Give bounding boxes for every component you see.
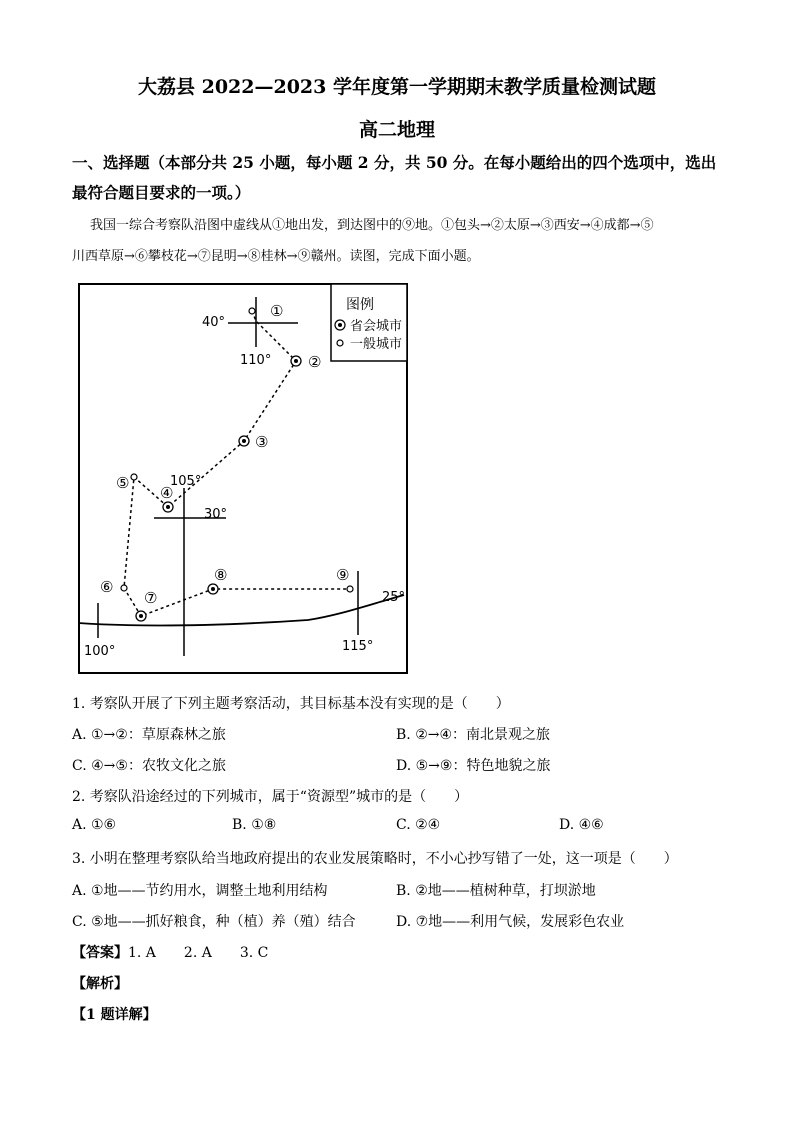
city-6 <box>121 585 127 591</box>
point-label-5: ⑤ <box>116 474 130 492</box>
point-label-2: ② <box>308 353 322 371</box>
question-3-option-c: C. ⑤地——抓好粮食，种（植）养（殖）结合 <box>72 914 356 930</box>
point-label-1: ① <box>270 302 284 320</box>
question-1-option-d: D. ⑤→⑨：特色地貌之旅 <box>396 758 551 774</box>
legend-title: 图例 <box>346 297 374 313</box>
question-3-option-b: B. ②地——植树种草，打坝淤地 <box>396 883 596 899</box>
point-label-4: ④ <box>160 484 174 502</box>
question-2-option-b: B. ①⑧ <box>232 817 277 833</box>
route-map <box>78 283 408 675</box>
city-1 <box>249 308 255 314</box>
legend-general-label: 一般城市 <box>350 337 403 352</box>
question-1-option-a: A. ①→②：草原森林之旅 <box>72 727 226 743</box>
city-4 <box>163 502 173 512</box>
answer-label: 【答案】 <box>72 945 128 961</box>
question-2-stem: 2. 考察队沿途经过的下列城市，属于“资源型”城市的是（ ） <box>72 789 469 805</box>
section-heading-line2: 最符合题目要求的一项。） <box>72 183 251 202</box>
label-lat-25: 25° <box>382 590 406 605</box>
point-label-8: ⑧ <box>214 566 228 584</box>
point-label-7: ⑦ <box>144 589 158 607</box>
legend-provincial-label: 省会城市 <box>350 319 403 334</box>
point-label-3: ③ <box>255 433 269 451</box>
city-5 <box>131 474 137 480</box>
point-label-9: ⑨ <box>336 566 350 584</box>
intro-line1: 我国一综合考察队沿图中虚线从①地出发，到达图中的⑨地。①包头→②太原→③西安→④成都→⑤ <box>90 218 654 233</box>
exam-title: 大荔县 2022—2023 学年度第一学期期末教学质量检测试题 <box>138 76 656 98</box>
detail-label: 【1 题详解】 <box>72 1007 157 1023</box>
question-1-option-b: B. ②→④：南北景观之旅 <box>396 727 551 743</box>
city-7 <box>136 611 146 621</box>
answer-values: 1. A 2. A 3. C <box>128 945 269 961</box>
question-1-option-c: C. ④→⑤：农牧文化之旅 <box>72 758 226 774</box>
city-8 <box>208 584 218 594</box>
section-heading-line1: 一、选择题（本部分共 25 小题，每小题 2 分，共 50 分。在每小题给出的四个选项中，选出 <box>72 153 717 172</box>
question-2-option-a: A. ①⑥ <box>72 817 117 833</box>
city-9 <box>347 586 353 592</box>
label-lon-105: 105° <box>170 474 202 489</box>
point-label-6: ⑥ <box>100 578 114 596</box>
label-lon-115: 115° <box>342 639 374 654</box>
label-lon-110: 110° <box>240 353 272 368</box>
label-lon-100: 100° <box>84 644 116 659</box>
question-3-option-a: A. ①地——节约用水，调整土地利用结构 <box>72 883 328 899</box>
city-2 <box>291 356 301 366</box>
label-lat-40: 40° <box>202 315 226 330</box>
question-1-stem: 1. 考察队开展了下列主题考察活动，其目标基本没有实现的是（ ） <box>72 696 510 712</box>
exam-subtitle: 高二地理 <box>358 119 435 141</box>
intro-line2: 川西草原→⑥攀枝花→⑦昆明→⑧桂林→⑨赣州。读图，完成下面小题。 <box>72 249 480 264</box>
question-2-option-c: C. ②④ <box>396 817 441 833</box>
analysis-label: 【解析】 <box>72 976 128 992</box>
city-3 <box>239 436 249 446</box>
label-lat-30: 30° <box>204 507 228 522</box>
question-2-option-d: D. ④⑥ <box>559 817 604 833</box>
question-3-option-d: D. ⑦地——利用气候，发展彩色农业 <box>396 914 625 930</box>
answer-line <box>72 942 268 962</box>
question-3-stem: 3. 小明在整理考察队给当地政府提出的农业发展策略时，不小心抄写错了一处，这一项是（ ） <box>72 851 678 867</box>
